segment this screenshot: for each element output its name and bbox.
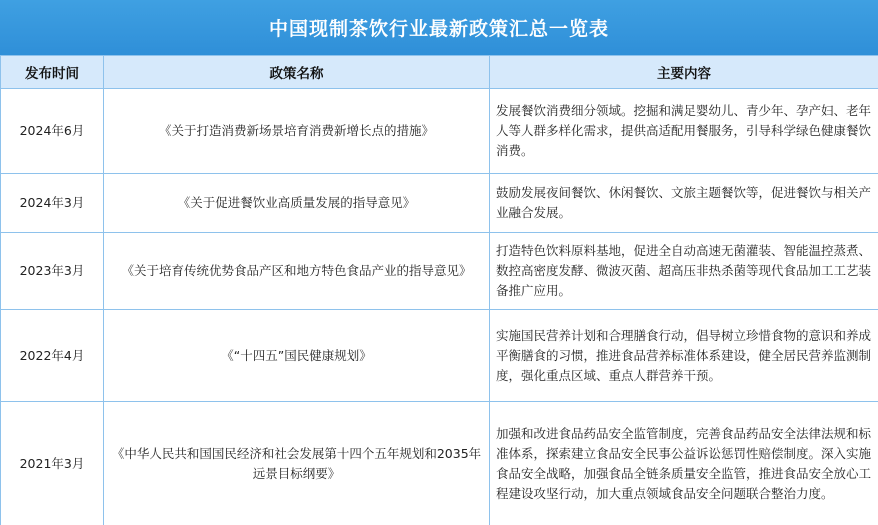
header-policy-name: 政策名称 [104,56,490,89]
content-cell: 打造特色饮料原料基地，促进全自动高速无菌灌装、智能温控蒸煮、数控高密度发酵、微波灭菌、超高压非热杀菌等现代食品加工工艺装备推广应用。 [490,233,878,310]
policy-name-cell: 《中华人民共和国国民经济和社会发展第十四个五年规划和2035年远景目标纲要》 [104,402,490,525]
date-cell: 2024年6月 [1,89,104,174]
policy-name-cell: 《关于促进餐饮业高质量发展的指导意见》 [104,174,490,233]
table-row [1,233,878,310]
table-row [1,174,878,233]
policy-name-cell: 《关于打造消费新场景培育消费新增长点的措施》 [104,89,490,174]
header-date: 发布时间 [1,56,104,89]
table-row [1,89,878,174]
table-title: 中国现制茶饮行业最新政策汇总一览表 [0,0,878,55]
table-row [1,310,878,402]
date-cell: 2022年4月 [1,310,104,402]
content-cell: 加强和改进食品药品安全监管制度，完善食品药品安全法律法规和标准体系，探索建立食品安全民事公益诉讼惩罚性赔偿制度。深入实施食品安全战略，加强食品全链条质量安全监管，推进食品安全放心工程建设攻坚行动，加大重点领域食品安全问题联合整治力度。 [490,402,878,525]
policy-table [0,55,878,525]
date-cell: 2023年3月 [1,233,104,310]
content-cell: 发展餐饮消费细分领域。挖掘和满足婴幼儿、青少年、孕产妇、老年人等人群多样化需求，提供高适配用餐服务，引导科学绿色健康餐饮消费。 [490,89,878,174]
header-main-content: 主要内容 [490,56,878,89]
content-cell: 鼓励发展夜间餐饮、休闲餐饮、文旅主题餐饮等，促进餐饮与相关产业融合发展。 [490,174,878,233]
policy-name-cell: 《关于培育传统优势食品产区和地方特色食品产业的指导意见》 [104,233,490,310]
date-cell: 2021年3月 [1,402,104,525]
table-row [1,402,878,525]
content-cell: 实施国民营养计划和合理膳食行动，倡导树立珍惜食物的意识和养成平衡膳食的习惯，推进食品营养标准体系建设，健全居民营养监测制度，强化重点区域、重点人群营养干预。 [490,310,878,402]
policy-name-cell: 《“十四五”国民健康规划》 [104,310,490,402]
date-cell: 2024年3月 [1,174,104,233]
header-row [1,56,878,89]
